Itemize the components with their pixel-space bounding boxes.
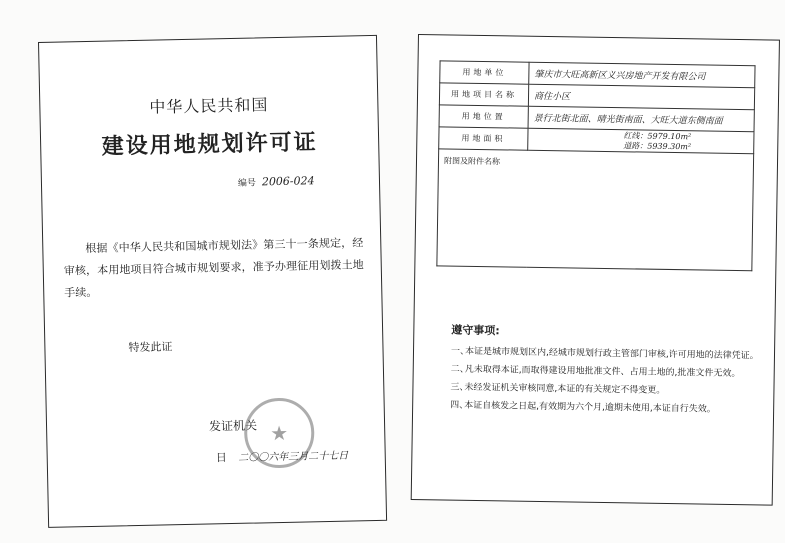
list-item: 二、凡未取得本证,而取得建设用地批准文件、占用土地的,批准文件无效。 — [450, 364, 741, 380]
certificate-right-page — [411, 34, 780, 506]
date-value: 二〇〇六年三月二十七日 — [238, 450, 349, 464]
notice-list — [450, 344, 761, 421]
table-value: 肇庆市大旺高新区义兴房地产开发有限公司 — [529, 62, 755, 88]
star-icon: ★ — [270, 420, 289, 446]
serial-label: 编号 — [237, 178, 257, 189]
certify-text: 特发此证 — [128, 340, 173, 355]
land-info-table — [436, 60, 755, 271]
title-main: 建设用地规划许可证 — [101, 130, 318, 160]
issue-date — [216, 447, 349, 466]
table-label: 用地项目名称 — [439, 83, 528, 106]
table-label: 用地位置 — [439, 105, 528, 128]
list-item: 一、本证是城市规划区内,经城市规划行政主管部门审核,许可用地的法律凭证。 — [450, 346, 759, 362]
list-item: 三、未经发证机关审核同意,本证的有关规定不得变更。 — [450, 382, 666, 396]
serial-number — [238, 174, 315, 189]
table-label: 附图及附件名称 — [437, 149, 754, 271]
table-label: 用地单位 — [440, 61, 529, 84]
issuer-label: 发证机关 — [208, 418, 258, 434]
date-label: 日 — [215, 451, 227, 465]
area-red-line: 红线：5979.10m² — [623, 130, 692, 141]
table-label: 用地面积 — [439, 127, 528, 150]
serial-value: 2006-024 — [261, 174, 315, 189]
table-value: 商住小区 — [528, 84, 754, 110]
notice-title: 遵守事项: — [451, 323, 500, 338]
title-country: 中华人民共和国 — [149, 95, 269, 117]
certificate-left-page — [38, 35, 387, 528]
table-value: 景行北街北面、晴光街南面、大旺大道东侧南面 — [528, 106, 754, 132]
list-item: 四、本证自核发之日起,有效期为六个月,逾期未使用,本证自行失效。 — [450, 400, 716, 415]
certificate-body-text: 根据《中华人民共和国城市规划法》第三十一条规定，经审核，本用地项目符合城市规划要求，准予办理征用划拨土地手续。 — [63, 236, 364, 300]
area-road: 道路：5939.30m² — [623, 140, 692, 151]
table-row — [437, 149, 754, 271]
